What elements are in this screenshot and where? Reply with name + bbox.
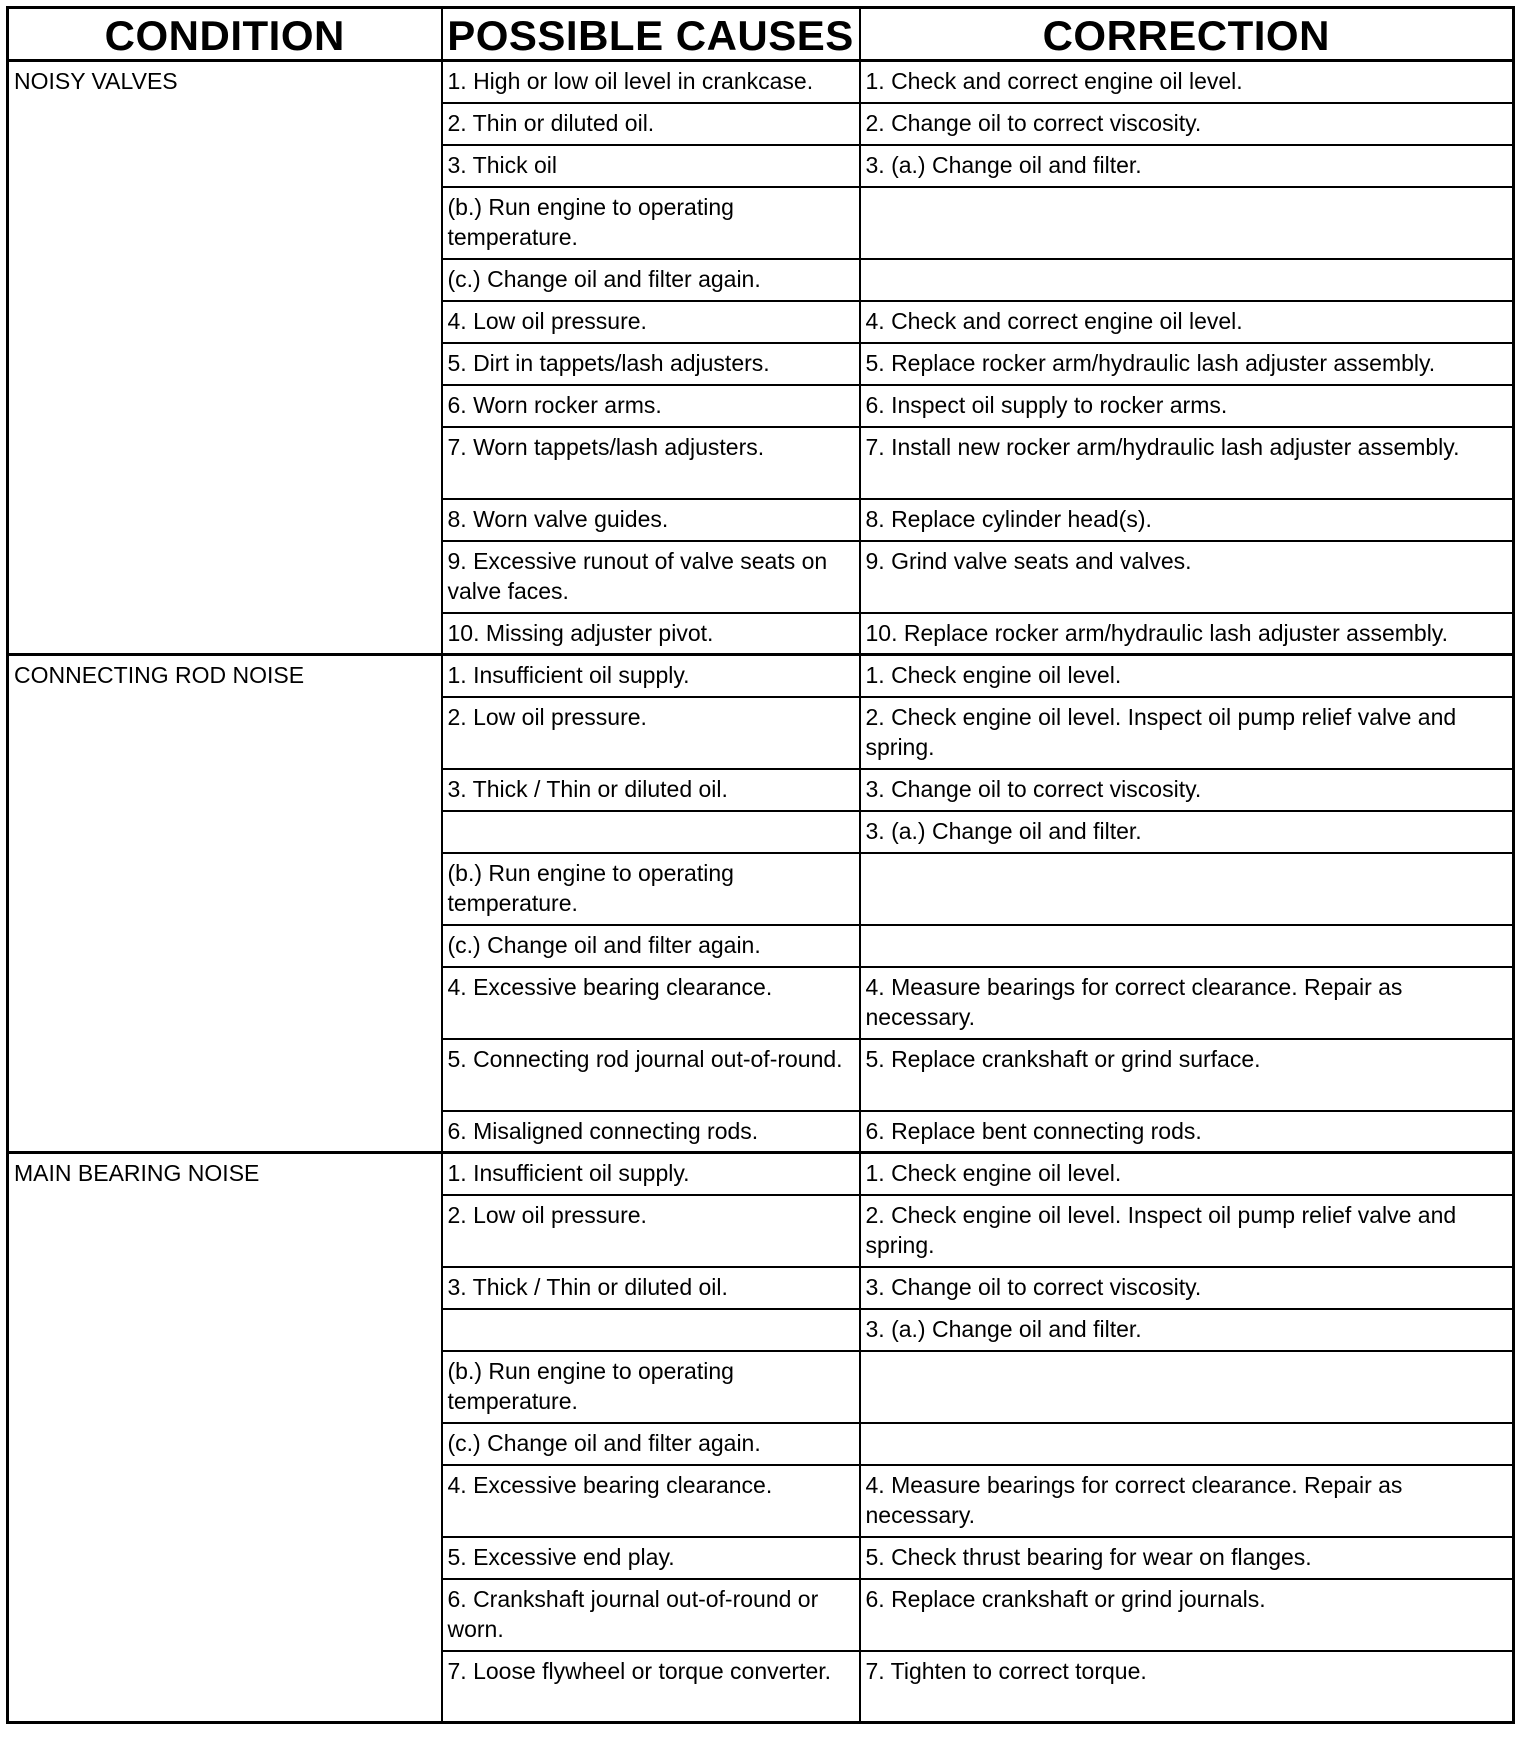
correction-cell: 5. Check thrust bearing for wear on flanges. [860,1537,1514,1579]
correction-cell: 3. (a.) Change oil and filter. [860,811,1514,853]
correction-cell [860,925,1514,967]
correction-cell: 8. Replace cylinder head(s). [860,499,1514,541]
cause-cell: 8. Worn valve guides. [442,499,860,541]
cause-cell: 6. Misaligned connecting rods. [442,1111,860,1153]
correction-cell [860,259,1514,301]
correction-cell: 1. Check engine oil level. [860,655,1514,697]
cause-cell: 6. Worn rocker arms. [442,385,860,427]
header-condition: CONDITION [8,8,442,61]
cause-cell: 2. Low oil pressure. [442,1195,860,1267]
correction-cell: 4. Measure bearings for correct clearance. Repair as necessary. [860,1465,1514,1537]
cause-cell: 3. Thick / Thin or diluted oil. [442,769,860,811]
diagnosis-table [6,6,1515,1724]
cause-cell: 5. Dirt in tappets/lash adjusters. [442,343,860,385]
correction-cell [860,1423,1514,1465]
correction-cell: 4. Measure bearings for correct clearance. Repair as necessary. [860,967,1514,1039]
cause-cell: 3. Thick oil [442,145,860,187]
condition-cell: CONNECTING ROD NOISE [8,655,442,1153]
header-row [8,8,1514,61]
cause-cell: 7. Loose flywheel or torque converter. [442,1651,860,1723]
correction-cell: 6. Replace bent connecting rods. [860,1111,1514,1153]
cause-cell: 2. Thin or diluted oil. [442,103,860,145]
cause-cell: (b.) Run engine to operating temperature. [442,187,860,259]
cause-cell: (c.) Change oil and filter again. [442,259,860,301]
correction-cell: 3. Change oil to correct viscosity. [860,769,1514,811]
cause-cell: (b.) Run engine to operating temperature. [442,1351,860,1423]
cause-cell: 7. Worn tappets/lash adjusters. [442,427,860,499]
cause-cell: 5. Connecting rod journal out-of-round. [442,1039,860,1111]
cause-cell: 2. Low oil pressure. [442,697,860,769]
cause-cell: 1. Insufficient oil supply. [442,1153,860,1195]
correction-cell: 5. Replace crankshaft or grind surface. [860,1039,1514,1111]
correction-cell: 3. (a.) Change oil and filter. [860,145,1514,187]
table-body [8,61,1514,1723]
correction-cell: 1. Check and correct engine oil level. [860,61,1514,103]
correction-cell: 3. (a.) Change oil and filter. [860,1309,1514,1351]
table-row [8,61,1514,103]
cause-cell [442,1309,860,1351]
table-row [8,655,1514,697]
cause-cell: 4. Excessive bearing clearance. [442,1465,860,1537]
header-possible-causes: POSSIBLE CAUSES [442,8,860,61]
condition-cell: NOISY VALVES [8,61,442,655]
cause-cell [442,811,860,853]
cause-cell: 3. Thick / Thin or diluted oil. [442,1267,860,1309]
correction-cell: 3. Change oil to correct viscosity. [860,1267,1514,1309]
table-row [8,1153,1514,1195]
correction-cell: 7. Tighten to correct torque. [860,1651,1514,1723]
correction-cell: 6. Inspect oil supply to rocker arms. [860,385,1514,427]
cause-cell: 1. High or low oil level in crankcase. [442,61,860,103]
cause-cell: 6. Crankshaft journal out-of-round or worn. [442,1579,860,1651]
correction-cell: 7. Install new rocker arm/hydraulic lash adjuster assembly. [860,427,1514,499]
correction-cell: 5. Replace rocker arm/hydraulic lash adjuster assembly. [860,343,1514,385]
correction-cell [860,1351,1514,1423]
correction-cell: 9. Grind valve seats and valves. [860,541,1514,613]
cause-cell: (c.) Change oil and filter again. [442,925,860,967]
correction-cell: 2. Check engine oil level. Inspect oil pump relief valve and spring. [860,697,1514,769]
cause-cell: (b.) Run engine to operating temperature. [442,853,860,925]
correction-cell [860,187,1514,259]
correction-cell: 1. Check engine oil level. [860,1153,1514,1195]
cause-cell: 5. Excessive end play. [442,1537,860,1579]
cause-cell: (c.) Change oil and filter again. [442,1423,860,1465]
cause-cell: 10. Missing adjuster pivot. [442,613,860,655]
correction-cell: 4. Check and correct engine oil level. [860,301,1514,343]
header-correction: CORRECTION [860,8,1514,61]
cause-cell: 4. Excessive bearing clearance. [442,967,860,1039]
correction-cell: 2. Check engine oil level. Inspect oil pump relief valve and spring. [860,1195,1514,1267]
correction-cell [860,853,1514,925]
cause-cell: 9. Excessive runout of valve seats on valve faces. [442,541,860,613]
correction-cell: 2. Change oil to correct viscosity. [860,103,1514,145]
condition-cell: MAIN BEARING NOISE [8,1153,442,1723]
cause-cell: 4. Low oil pressure. [442,301,860,343]
correction-cell: 6. Replace crankshaft or grind journals. [860,1579,1514,1651]
correction-cell: 10. Replace rocker arm/hydraulic lash adjuster assembly. [860,613,1514,655]
cause-cell: 1. Insufficient oil supply. [442,655,860,697]
